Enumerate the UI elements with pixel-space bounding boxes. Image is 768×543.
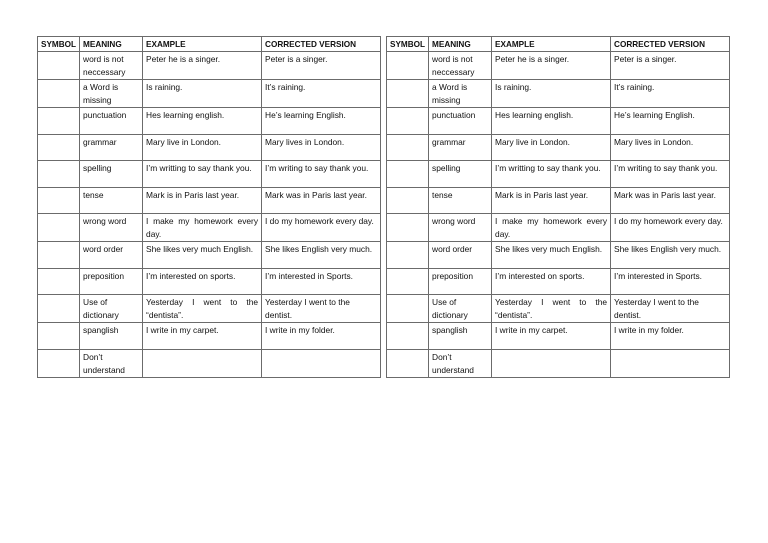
- symbol-cell: [38, 295, 80, 323]
- table-row: [387, 268, 730, 295]
- symbol-cell: [387, 295, 429, 323]
- symbol-cell: [387, 242, 429, 269]
- corrected-cell: I write in my folder.: [611, 323, 730, 350]
- example-cell: Yesterday I went to the “dentista”.: [492, 295, 611, 323]
- example-cell: Hes learning english.: [492, 108, 611, 135]
- symbol-cell: [38, 52, 80, 80]
- example-cell: I write in my carpet.: [143, 323, 262, 350]
- meaning-cell: Use of dictionary: [80, 295, 143, 323]
- corrected-cell: Mark was in Paris last year.: [262, 187, 381, 214]
- table-row: [38, 52, 381, 80]
- corrected-cell: I do my homework every day.: [611, 214, 730, 242]
- meaning-cell: a Word is missing: [429, 80, 492, 108]
- table-row: [387, 161, 730, 188]
- table-row: [38, 161, 381, 188]
- symbol-cell: [387, 134, 429, 161]
- corrected-cell: [611, 349, 730, 377]
- meaning-cell: word is not neccessary: [429, 52, 492, 80]
- header-corrected-version: CORRECTED VERSION: [262, 37, 381, 52]
- example-cell: Yesterday I went to the “dentista”.: [143, 295, 262, 323]
- corrected-cell: I do my homework every day.: [262, 214, 381, 242]
- table-row: [387, 108, 730, 135]
- symbol-cell: [38, 161, 80, 188]
- meaning-cell: spelling: [429, 161, 492, 188]
- table-row: [38, 108, 381, 135]
- example-cell: Mark is in Paris last year.: [143, 187, 262, 214]
- example-cell: She likes very much English.: [143, 242, 262, 269]
- meaning-cell: word order: [429, 242, 492, 269]
- header-symbol: SYMBOL: [38, 37, 80, 52]
- symbol-cell: [38, 242, 80, 269]
- table-row: [38, 80, 381, 108]
- table-row: [38, 349, 381, 377]
- table-row: [387, 214, 730, 242]
- symbol-cell: [38, 108, 80, 135]
- example-cell: I write in my carpet.: [492, 323, 611, 350]
- example-cell: I’m writting to say thank you.: [492, 161, 611, 188]
- table-row: [387, 187, 730, 214]
- meaning-cell: preposition: [429, 268, 492, 295]
- meaning-cell: wrong word: [80, 214, 143, 242]
- example-cell: [143, 349, 262, 377]
- meaning-cell: grammar: [80, 134, 143, 161]
- corrected-cell: It’s raining.: [611, 80, 730, 108]
- meaning-cell: punctuation: [80, 108, 143, 135]
- table-row: [387, 134, 730, 161]
- example-cell: Is raining.: [143, 80, 262, 108]
- header-meaning: MEANING: [429, 37, 492, 52]
- symbol-cell: [387, 108, 429, 135]
- corrected-cell: Mary lives in London.: [262, 134, 381, 161]
- example-cell: Mary live in London.: [143, 134, 262, 161]
- example-cell: I make my homework every day.: [492, 214, 611, 242]
- corrected-cell: Peter is a singer.: [611, 52, 730, 80]
- symbol-cell: [38, 214, 80, 242]
- example-cell: She likes very much English.: [492, 242, 611, 269]
- table-row: [38, 134, 381, 161]
- corrected-cell: I’m interested in Sports.: [611, 268, 730, 295]
- example-cell: [492, 349, 611, 377]
- table-header-row: [387, 37, 730, 52]
- header-corrected-version: CORRECTED VERSION: [611, 37, 730, 52]
- meaning-cell: Don’t understand: [80, 349, 143, 377]
- corrected-cell: It’s raining.: [262, 80, 381, 108]
- corrected-cell: Mary lives in London.: [611, 134, 730, 161]
- symbol-cell: [387, 268, 429, 295]
- meaning-cell: spanglish: [429, 323, 492, 350]
- example-cell: Mark is in Paris last year.: [492, 187, 611, 214]
- header-example: EXAMPLE: [143, 37, 262, 52]
- meaning-cell: Use of dictionary: [429, 295, 492, 323]
- table-row: [38, 295, 381, 323]
- table-row: [38, 323, 381, 350]
- table-row: [387, 52, 730, 80]
- example-cell: I’m interested on sports.: [143, 268, 262, 295]
- table-header-row: [38, 37, 381, 52]
- symbol-cell: [387, 187, 429, 214]
- correction-table-left: [37, 36, 381, 378]
- meaning-cell: word is not neccessary: [80, 52, 143, 80]
- meaning-cell: spelling: [80, 161, 143, 188]
- table-row: [387, 80, 730, 108]
- symbol-cell: [387, 323, 429, 350]
- table-row: [387, 295, 730, 323]
- example-cell: I’m interested on sports.: [492, 268, 611, 295]
- corrected-cell: I’m writing to say thank you.: [611, 161, 730, 188]
- meaning-cell: Don’t understand: [429, 349, 492, 377]
- table-row: [38, 268, 381, 295]
- corrected-cell: I’m writing to say thank you.: [262, 161, 381, 188]
- meaning-cell: grammar: [429, 134, 492, 161]
- meaning-cell: preposition: [80, 268, 143, 295]
- symbol-cell: [387, 52, 429, 80]
- header-example: EXAMPLE: [492, 37, 611, 52]
- example-cell: Hes learning english.: [143, 108, 262, 135]
- header-meaning: MEANING: [80, 37, 143, 52]
- symbol-cell: [38, 268, 80, 295]
- meaning-cell: word order: [80, 242, 143, 269]
- meaning-cell: wrong word: [429, 214, 492, 242]
- corrected-cell: He’s learning English.: [611, 108, 730, 135]
- table-row: [387, 323, 730, 350]
- example-cell: Is raining.: [492, 80, 611, 108]
- symbol-cell: [38, 134, 80, 161]
- table-row: [38, 187, 381, 214]
- symbol-cell: [387, 349, 429, 377]
- corrected-cell: [262, 349, 381, 377]
- example-cell: Mary live in London.: [492, 134, 611, 161]
- meaning-cell: tense: [429, 187, 492, 214]
- corrected-cell: She likes English very much.: [262, 242, 381, 269]
- example-cell: I make my homework every day.: [143, 214, 262, 242]
- symbol-cell: [38, 80, 80, 108]
- table-row: [387, 242, 730, 269]
- table-row: [38, 214, 381, 242]
- symbol-cell: [38, 349, 80, 377]
- corrected-cell: I write in my folder.: [262, 323, 381, 350]
- meaning-cell: punctuation: [429, 108, 492, 135]
- symbol-cell: [387, 80, 429, 108]
- example-cell: Peter he is a singer.: [143, 52, 262, 80]
- symbol-cell: [387, 161, 429, 188]
- symbol-cell: [38, 323, 80, 350]
- symbol-cell: [38, 187, 80, 214]
- table-row: [387, 349, 730, 377]
- corrected-cell: Mark was in Paris last year.: [611, 187, 730, 214]
- corrected-cell: Yesterday I went to the dentist.: [262, 295, 381, 323]
- example-cell: Peter he is a singer.: [492, 52, 611, 80]
- symbol-cell: [387, 214, 429, 242]
- example-cell: I’m writting to say thank you.: [143, 161, 262, 188]
- meaning-cell: spanglish: [80, 323, 143, 350]
- header-symbol: SYMBOL: [387, 37, 429, 52]
- meaning-cell: a Word is missing: [80, 80, 143, 108]
- corrected-cell: Peter is a singer.: [262, 52, 381, 80]
- corrected-cell: I’m interested in Sports.: [262, 268, 381, 295]
- correction-table-right: [386, 36, 730, 378]
- meaning-cell: tense: [80, 187, 143, 214]
- corrected-cell: She likes English very much.: [611, 242, 730, 269]
- table-row: [38, 242, 381, 269]
- corrected-cell: He’s learning English.: [262, 108, 381, 135]
- corrected-cell: Yesterday I went to the dentist.: [611, 295, 730, 323]
